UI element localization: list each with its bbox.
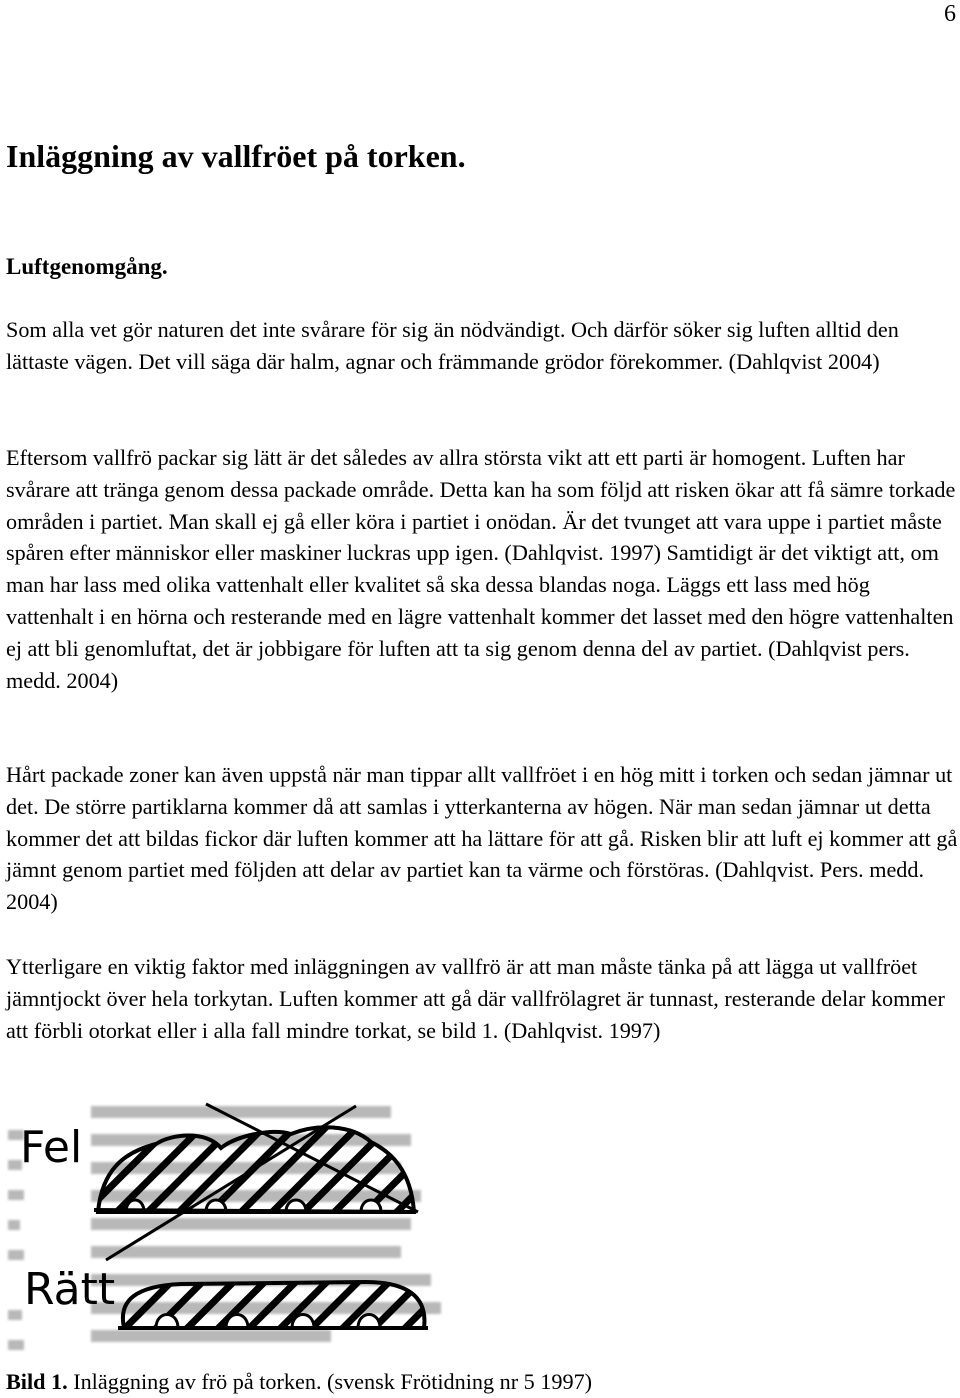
paragraph-4: Ytterligare en viktig faktor med inläggningen av vallfrö är att man måste tänka på att lägga ut vallfröet jämntjockt över hela torkytan. Luften kommer att gå där vallfrölagret är tunnast, resterande delar kommer att förbli otorkat eller i alla fall mindre torkat, se bild 1. (Dahlqvist. 1997) bbox=[6, 954, 945, 1043]
paragraph-2: Eftersom vallfrö packar sig lätt är det således av allra största vikt att ett parti är homogent. Luften har svårare att tränga genom dessa packade område. Detta kan ha som följd att risken ökar att få sämre torkade områden i partiet. Man skall ej gå eller köra i partiet i onödan. Är det tvunget att vara uppe i partiet måste spåren efter människor eller maskiner luckras upp igen. (Dahlqvist. 1997) Samtidigt är det viktigt att, om man har lass med olika vattenhalt eller kvalitet så ska dessa blandas noga. Läggs ett lass med hög vattenhalt i en hörna och resterande med en lägre vattenhalt kommer det lasset med den högre vattenhalten ej att bli genomluftat, det är jobbigare för luften att ta sig genom denna del av partiet. (Dahlqvist pers. medd. 2004) bbox=[6, 445, 956, 693]
caption-text: Inläggning av frö på torken. (svensk Frötidning nr 5 1997) bbox=[67, 1369, 593, 1394]
figure-caption bbox=[6, 1366, 592, 1397]
caption-label: Bild 1. bbox=[6, 1369, 68, 1394]
section-heading: Luftgenomgång. bbox=[6, 254, 168, 279]
page-title: Inläggning av vallfröet på torken. bbox=[6, 138, 466, 174]
paragraph-1: Som alla vet gör naturen det inte svårare för sig än nödvändigt. Och därför söker sig luften alltid den lättaste vägen. Det vill säga där halm, agnar och främmande grödor förekommer. (Dahlqvist 2004) bbox=[6, 317, 899, 374]
label-right: Rätt bbox=[24, 1264, 116, 1315]
wrong-layer-drawing bbox=[94, 1104, 418, 1260]
page-number: 6 bbox=[944, 1, 956, 27]
seed-layer-drawing bbox=[6, 1100, 458, 1366]
label-wrong: Fel bbox=[20, 1122, 83, 1173]
right-layer-drawing bbox=[118, 1282, 428, 1328]
figure-seed-layer-illustration bbox=[6, 1100, 458, 1366]
paragraph-3: Hårt packade zoner kan även uppstå när man tippar allt vallfröet i en hög mitt i torken och sedan jämnar ut det. De större partiklarna kommer då att samlas i ytterkanterna av högen. När man sedan jämnar ut detta kommer det att bildas fickor där luften kommer att ha lättare för att gå. Risken blir att luft ej kommer att gå jämnt genom partiet med följden att delar av partiet kan ta värme och förstöras. (Dahlqvist. Pers. medd. 2004) bbox=[6, 762, 958, 915]
